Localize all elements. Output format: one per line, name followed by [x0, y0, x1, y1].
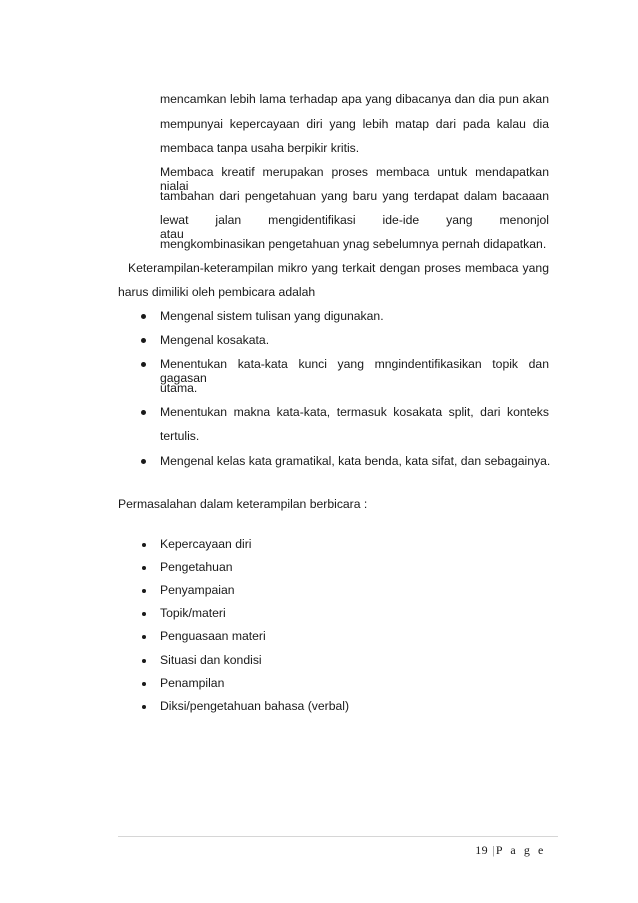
para1-line-3: membaca tanpa usaha berpikir kritis.	[160, 141, 360, 155]
bullet-icon	[142, 612, 146, 616]
para2-line-3: lewat jalan mengidentifikasi ide-ide yang menonjol atau	[160, 213, 549, 241]
para2-line-1: Membaca kreatif merupakan proses membaca untuk mendapatkan nialai	[160, 165, 549, 193]
problem-item-3: Penyampaian	[160, 583, 235, 597]
page-number: 19	[475, 843, 488, 857]
problem-item-6: Situasi dan kondisi	[160, 653, 262, 667]
problem-item-1: Kepercayaan diri	[160, 537, 252, 551]
para2-line-4: mengkombinasikan pengetahuan ynag sebelumnya pernah didapatkan.	[160, 237, 547, 251]
problem-item-7: Penampilan	[160, 676, 225, 690]
bullet-icon	[142, 589, 146, 593]
micro-skill-4-line-1: Menentukan makna kata-kata, termasuk kosakata split, dari konteks	[160, 405, 549, 419]
problem-item-2: Pengetahuan	[160, 560, 233, 574]
para1-line-1: mencamkan lebih lama terhadap apa yang dibacanya dan dia pun akan	[160, 92, 549, 106]
bullet-icon	[141, 459, 146, 464]
micro-skill-3-line-1: Menentukan kata-kata kunci yang mngindentifikasikan topik dan gagasan	[160, 357, 549, 385]
para1-line-2: mempunyai kepercayaan diri yang lebih matap dari pada kalau dia	[160, 117, 549, 131]
micro-skill-2: Mengenal kosakata.	[160, 333, 270, 347]
bullet-icon	[142, 566, 146, 570]
bullet-icon	[141, 314, 146, 319]
problems-heading: Permasalahan dalam keterampilan berbicara :	[118, 497, 368, 511]
bullet-icon	[142, 682, 146, 686]
page-footer	[475, 843, 546, 858]
bullet-icon	[142, 543, 146, 547]
bullet-icon	[142, 659, 146, 663]
problem-item-8: Diksi/pengetahuan bahasa (verbal)	[160, 699, 350, 713]
micro-skill-5: Mengenal kelas kata gramatikal, kata benda, kata sifat, dan sebagainya.	[160, 454, 551, 468]
problem-item-5: Penguasaan materi	[160, 629, 266, 643]
para3-line-2: harus dimiliki oleh pembicara adalah	[118, 285, 316, 299]
bullet-icon	[141, 338, 146, 343]
bullet-icon	[141, 410, 146, 415]
bullet-icon	[142, 705, 146, 709]
micro-skill-1: Mengenal sistem tulisan yang digunakan.	[160, 309, 384, 323]
micro-skill-4-line-2: tertulis.	[160, 429, 200, 443]
footer-divider	[118, 836, 558, 837]
para2-line-2: tambahan dari pengetahuan yang baru yang terdapat dalam bacaaan	[160, 189, 549, 203]
problem-item-4: Topik/materi	[160, 606, 226, 620]
bullet-icon	[141, 362, 146, 367]
para3-line-1: Keterampilan-keterampilan mikro yang terkait dengan proses membaca yang	[128, 261, 549, 275]
bullet-icon	[142, 635, 146, 639]
page-label: P a g e	[495, 843, 546, 857]
micro-skill-3-line-2: utama.	[160, 381, 198, 395]
footer-separator: |	[492, 843, 495, 857]
